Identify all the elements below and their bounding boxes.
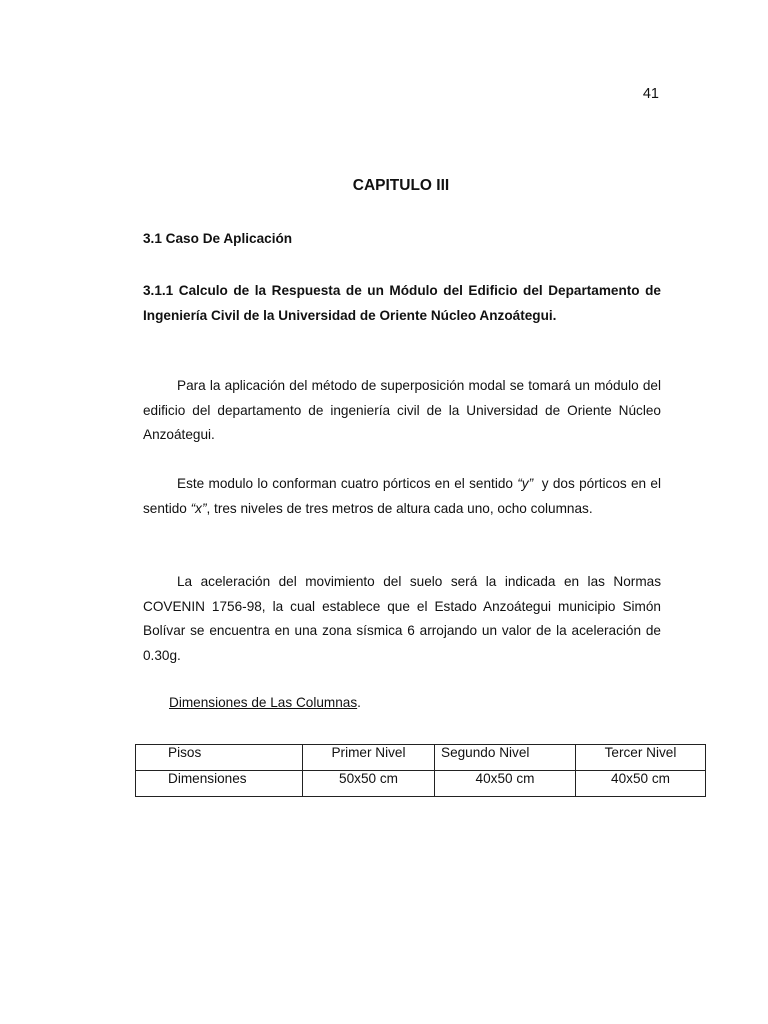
paragraph-method: Para la aplicación del método de superposición modal se tomará un módulo del edificio del departamento de ingeniería civil de la Universidad de Oriente Núcleo Anzoátegui. bbox=[143, 378, 661, 442]
paragraph-module bbox=[143, 472, 665, 521]
page-number: 41 bbox=[642, 86, 659, 102]
paragraph-module-part2: y dos pórticos en el sentido bbox=[143, 476, 665, 516]
table-cell: 50x50 cm bbox=[303, 771, 435, 797]
table-cell: Dimensiones bbox=[136, 771, 303, 797]
dimensions-label-text: Dimensiones de Las Columnas bbox=[169, 695, 358, 710]
subsection-heading: 3.1.1 Calculo de la Respuesta de un Módulo del Edificio del Departamento de Ingeniería Civil de la Universidad de Oriente Núcleo Anzoátegui. bbox=[143, 283, 661, 323]
paragraph-acceleration: La aceleración del movimiento del suelo será la indicada en las Normas COVENIN 1756-98, la cual establece que el Estado Anzoátegui municipio Simón Bolívar se encuentra en una zona sísmica 6 arrojando un valor de la aceleración de 0.30g. bbox=[143, 574, 661, 663]
x-axis-label: “x” bbox=[190, 500, 207, 516]
dimensions-label bbox=[169, 695, 361, 710]
table-cell: 40x50 cm bbox=[576, 771, 706, 797]
paragraph-module-part1: Este modulo lo conforman cuatro pórticos en el sentido bbox=[177, 476, 518, 491]
table-cell: 40x50 cm bbox=[435, 771, 576, 797]
y-axis-label: “y” bbox=[517, 476, 534, 491]
dimensions-label-period: . bbox=[357, 695, 361, 710]
column-dimensions-table bbox=[135, 744, 706, 797]
chapter-title: CAPITULO III bbox=[352, 177, 450, 194]
table-header-cell: Pisos bbox=[136, 745, 303, 771]
table-header-row bbox=[136, 745, 706, 771]
section-heading: 3.1 Caso De Aplicación bbox=[143, 231, 293, 246]
paragraph-module-part3: , tres niveles de tres metros de altura cada uno, ocho columnas. bbox=[206, 500, 593, 516]
table-row bbox=[136, 771, 706, 797]
table-header-cell: Primer Nivel bbox=[303, 745, 435, 771]
table-header-cell: Segundo Nivel bbox=[435, 745, 576, 771]
table-header-cell: Tercer Nivel bbox=[576, 745, 706, 771]
